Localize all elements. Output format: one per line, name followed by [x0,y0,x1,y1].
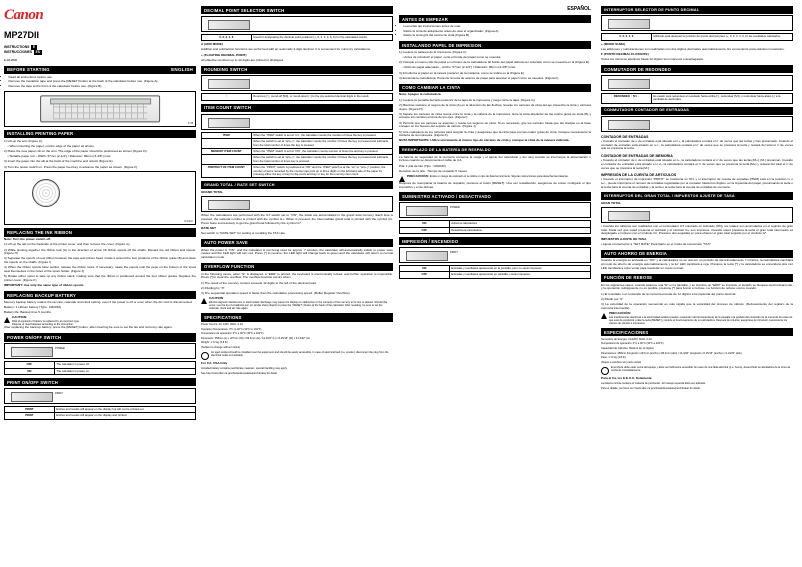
table-row [5,368,196,374]
spec-line: Suministro de Energía: CA120V, 60Hz, 0.2A [601,337,652,341]
impuestos-desc: • Ajuste el interruptor a "SET RATE" Para fijarlo en el modo de conversión "TAX" [601,241,711,246]
contador-subtitle: CONTADOR DE ENTRADAS [601,134,649,139]
paper-step: 3) Insert the paper into the slit at the back of the machine and unlock (Figure E). [4,159,114,164]
usa-line: Included battery contains perchlorate material - special handling may apply. [201,367,288,371]
section-title: IMPRESIÓN / ENCENDIDO [402,238,459,244]
grand-total-switch-illustration [201,196,393,212]
cinta-note: Nota: Apague la calculadora. [399,92,442,97]
spec-notice-text: El enchufe debe estar cerca del equipo y debe ser fácilmente accesible. En caso de una falla eléctrica (p.e. humo), desenchufe la calculadora de la toma de corriente inmediatamente. [611,365,791,372]
power-switch-illustration [4,343,196,359]
selector-decimal-table [601,33,793,40]
caution-title: PRECAUCIÓN: [407,173,429,178]
warning-triangle-icon [601,313,607,319]
spec-line: Weight: 1.72 kg (3.8 lb) [201,341,228,345]
switch-key [202,139,252,149]
section-contador-entradas [601,107,793,115]
section-replacing-ribbon [4,228,196,236]
overflow-caution [201,297,393,310]
contador-text: • Cuando el interruptor de impresión "PRINT" se posiciona en ON, y el interruptor de cuenta de entradas [ITEM] está en la posición l+ o l+/–, puede imprimirse el número de entradas registradas por el contador hasta tres dígitos, en la izquierda del papel, presionando la tecla o la tecla para la cuenta de entradas y la tecla o la tecla para la cuenta de entradas de memoria. [601,177,793,189]
section-title: REPLACING BACKUP BATTERY [7,292,76,298]
espanol-tag: ESPAÑOL [567,6,591,12]
switch-key: REDONDEO ↑ 5/4 ↓ [602,93,652,103]
spec-line: (Subject to change without notice) [201,345,241,349]
table-row [400,227,591,233]
rounding-switch-illustration [201,75,393,91]
contador-text: • Cuando el contador de o de entradas está situado en l+, la calculadora contará el n' de veces que las teclas y han presionado. Cuando el contador de entradas está situado en l+/–, la calculadora contará el n' de veces que se presiona la tecla y restará del total el n' de veces que se presiona la tecla . [601,138,793,151]
decimal-mode-desc: Todos los números efectivos hasta 12 dígitos son impresos o desplegados. [601,57,704,62]
table-row [202,165,393,178]
section-title: INSTALANDO PAPEL DE IMPRESION [402,42,482,48]
overflow-item: 3) The sequential operation speed is faster than the calculation processing speed. (Buffer Register Overflow) [201,290,350,295]
section-title: PRINT ON/OFF SWITCH [7,379,59,385]
section-reemplazo-bateria [399,146,591,154]
table-row [202,139,393,149]
figure-caption: C D E F [184,220,193,224]
overflow-text: In the following cases, when "E" is displayed, a "ERR" is printed, the keyboard is electronically locked, and further operation is impossible. Press [*] to clear the overflow. The overflow function occurs when: [201,271,393,280]
switch-key: ON [400,221,450,227]
section-title: ESPECIFICACIONES [604,329,649,335]
usa-title-es: Para el Ca, los E.E.U.U. Solamente [601,375,652,380]
papel-step: 2) Coloque el nuevo rollo de papel en el brazo de la calculadora. El borde del papel deberá ser colocado como se muestra en la (Figura D). [399,60,590,65]
table-row [202,155,393,165]
warning-triangle-icon [201,298,207,304]
switch-desc: Round-up [↑], round-off [5/4], or round-down [↓] to the pre-selected decimal digits in the result. [251,94,392,100]
spec-line: Capacidad de Cálculos: Máximo de 12 dígitos [601,347,654,351]
table-row [602,34,793,40]
item-count-switch-illustration [201,114,393,130]
switch-desc: When the "ITEM" switch is set at "on", the calculator counts the number of times the key is pressed. [251,132,392,138]
switch-desc: The calculator is power on. [54,368,195,374]
section-decimal-switch [201,6,393,14]
section-title: SPECIFICATIONS [204,314,242,320]
cinta-step: 1) Levante la pestaña del lado posterior de la tapa de la impresora y luego retire la tapa. (Figura G) [399,97,535,102]
funcion-text: En los siguientes casos, cuando aparece una "E" en la pantalla, y se imprime un "ERR" se impresa, el teclado se bloquea electrónicamente, y la operación subsiguiente no es posible, presione [*] para borrar el rebose. La función de rebose ocurre cuando: [601,282,794,291]
section-title: INSTALLING PRINTING PAPER [7,131,74,137]
section-title: OVERFLOW FUNCTION [204,264,255,270]
table-row [5,413,196,419]
ribbon-step: 2) While pivoting together the ribbon lock (A) in the direction of arrow, lift ribbon spools off the shafts. Discard the old ribbon and spools. (Figure H) [4,247,196,256]
battery-text: Battery: 1 Lithium battery (Type: CR2032) [4,305,62,310]
spec-line: Dimensiones: 358mm (longitud) x 227mm (ancho) x 86.4mm (alto) / 14-3/32" (longitud) x 8-15/16" (ancho) x 3-13/32" (alto) [601,351,742,355]
list-item: • Retire la cinta de aislamiento antes de usar el organizador. (Figura A) [404,30,592,34]
papel-step: • Rollo de papel adecuado – Ancho: 57mm (2-1/4") / Diámetro: 86mm (3-3/8") máx. [402,65,517,70]
caution-title: PRECAUCIÓN: [609,310,631,315]
overflow-item: 1) The result of the memory content exceeds 12 digits to the left of the decimal point. [201,280,317,285]
switch-key: PRINTOUT OF ITEM COUNT [202,165,252,178]
info-icon [201,352,209,360]
funcion-item: 1) El resultado o el contenido de la memoria excede de 12 dígitos a la izquierda del punto decimal. [601,291,737,296]
rate-set-key: RATE SET [201,225,217,230]
paper-step: • When inserting the paper, cut the edge of the paper as shown. [7,143,95,148]
papel-step: 3) Introduzca el papel en la ranura posterior de la máquina, como se indica en la (Figura E). [399,70,525,75]
ribbon-note: Note: Turn the power switch off. [4,237,52,242]
spec-line: Power Source: AC 120V, 60Hz, 0.2A [201,323,244,327]
model-name: MP27DII [4,30,40,41]
section-title: CONMUTADOR CONTADOR DE ENTRADAS [604,108,689,113]
section-title: FUNCIÓN DE REBOSE [604,275,653,281]
section-selector-decimal [601,6,793,14]
switch-desc: When the switch is set at "on(+-)", the calculator counts the number of times the key is pressed and subtracts from the total number of times the key is pressed. [251,139,392,149]
ribbon-step: 5) Rotate either spool to take up any ribbon slack, making sure that the ribbon is positioned around the four ribbon guides. Replace the printer cover. (Figure K) [4,274,196,283]
usa-line: Para el detalle, por favor ver //www.dtsc.ca.gov/hazardouswaste/perchlorate/ for detail. [601,386,701,390]
funcion-item: 2) Dividir por "0" [601,296,624,301]
section-grand-total [201,181,393,189]
section-title: ITEM COUNT SWITCH [204,105,252,111]
switch-key: ↑ [202,94,252,100]
decimal-mode-desc: All effective numbers up to 12 digits are printed or displayed. [201,57,284,62]
ribbon-step: 1) Lift up the tab on the backside of the printer cover, and then remove the cover. (Figure G) [4,242,130,247]
papel-step: 4) Encienda la calculadora. Presione la tecla de avance de papel para avanzar el papel como se muestra. (Figura F) [399,75,559,80]
caution-line: Risk of explosion if battery is replaced by an incorrect type. [12,320,80,324]
decimal-switch-illustration [201,16,393,32]
paper-step: 4) Turn the power switch on. Press the paper feed key to advance the paper as shown. (Figure F) [4,164,138,169]
section-suministro [399,192,591,200]
battery-after-text: After replacing the back-up battery, press the [RESET] button, after inserting be sure to set the tax and currency rate again. [4,325,173,330]
spec-notice [201,351,393,360]
column-2 [201,0,393,376]
papel-step: • Antes de introducir el papel, corte el borde del papel como se muestra. [402,55,502,60]
print-switch-illustration [4,388,196,404]
section-interruptor-gran-total [601,192,793,200]
table-row [202,94,393,100]
ahorro-text: Cuando la energía es activada en "ON" y la calculadora no se usa por un periodo de aproximadamente 7 minutos, la calculadora cambiará al modo de ahorro de energía automáticamente y la luz LED cambiará a roja. Presione la tecla [*] y la calculadora se encenderá otra vez LED cambiará a color verde para reanudar en modo normal. [601,258,793,270]
section-title: AUTO POWER SAVE [204,240,249,246]
switch-key: OFF [400,227,450,233]
section-antes-de-empezar [399,15,591,23]
ribbon-step: 3) Separate the spools of new ribbon between the tape and printer head. Guide it around the four positions of the ribbon guide (B) and place the spools on the shafts. (Figure I) [4,256,196,265]
bateria-line: Pila: 1 pila de litio (Tipo : CR2032) [399,163,446,168]
section-title: REEMPLAZO DE LA BATERÍA DE RESPALDO [402,147,491,152]
brand-block [4,6,196,24]
caution-line: Dispose of used batteries according to the instruction. [12,323,74,327]
section-title: DECIMAL POINT SELECTOR SWITCH [204,7,285,13]
spec-line: Temperatura de operación: 0°C a 40°C (32°F a 104°F) [601,342,664,346]
cinta-step: 2) Mientras sostiene el seguro de la cinta (A) en la dirección de las flechas, levante los carretes de cinta del eje. Deseche la cinta y carretes viejos. (Figura H) [399,102,591,111]
switch-key: ON [5,368,55,374]
papel-step: 1) Levante la palanca de la impresora. (Figura C) [399,49,467,54]
decimal-switch-table [201,34,393,41]
battery-text: Battery life: Backup time 5 months [4,310,51,315]
bateria-text: La batería de seguridad de la memoria conserva la carga y el ajuste del calendario y del reloj cuando se interrumpe la alimentación o incluso cuando se desconecta el cable de CA. [399,154,591,163]
spec-line: Peso: 1.72 kg (3.8 lb) [601,356,626,360]
decimal-mode-title: + (FLOATING DECIMAL POINT) [201,52,247,57]
gran-total-switch-illustration [601,207,793,223]
figure-ab [4,91,196,127]
paper-step: 2) Place the new paper roll on the arm. The edge of the paper should be positioned as shown (Figure D). [4,149,148,154]
paper-roll-illustration [32,179,60,207]
spec-line: Temperature de operación: 0°C a 40°C (32°F a 104°F) [201,332,264,336]
instructions-block [4,45,196,55]
table-row [400,272,591,278]
bateria-line: Duración de la pila : Tiempo de respaldo 5 meses [399,168,467,173]
english-tag: ENGLISH [171,67,193,73]
contador-subtitle: IMPRESIÓN DE LA CUENTA DE ARTICULOS [601,172,677,177]
switch-desc: When the "ITEM" switch is set at "ON", the calculator counts number of times the and key is pressed. [251,148,392,154]
switch-key: PRINT [5,413,55,419]
battery-text: Memory backup battery retains the tax rate, calendar and clock setting, even if the power is off or even when the AC cord is disconnected. [4,299,193,304]
gran-total-key: GRAN TOTAL [601,200,621,205]
section-conmutador-redondeo [601,65,793,73]
grand-total-desc: When the calculations are performed with the GT switch set to "ON", the totals are accumulated in the grand total memory. Each time is pressed, the subtotal number is printed with the symbol G+. When is pressed, the intermediate grand total is printed with the symbol G◊. Press twice successively to get the grand total followed by the symbol G*. [201,212,393,225]
switch-desc: Utilizado para designar la posición del punto decimal para (+, 0, 2, 3, 4, 6, F) las resultados calculados. [651,34,792,40]
section-installing-paper [4,130,196,138]
switch-desc: When the switch is set at "on(+-)", the calculator counts the number of times the key is pressed and subtracts from the total number of times key is pressed. [251,155,392,165]
switch-key: OFF [5,362,55,368]
section-before-starting [4,66,196,74]
switch-key: OFF [400,272,450,278]
decimal-mode-desc: Las adiciones y substracciones son realizadas con dos dígitos decimales automáticamente. Es conveniente para cálculos monetarios. [601,46,785,51]
suministro-switch-illustration [399,202,591,218]
spec-line: (Sujeto a cambios sin previo aviso) [601,360,642,364]
gran-total-desc: • Cuando los cálculos son realizados con el conmutador GT colocado en Activado (ON), los totales son acumulados en el registro de gran total. Cada vez que usted presiona el subtotal y el símbolo G+ son impresos. Cuando usted presiona la tecla el gran total intermedio es desplegado e impreso con el símbolo G◊. Presione dos seguidas en para obtener el gran total seguido por el símbolo G*. [601,223,793,236]
usa-line: See http://www.dtsc.ca.gov/hazardouswaste/perchlorate/ for detail. [201,371,278,375]
section-title: ANTES DE EMPEZAR [402,16,449,22]
switch-desc: Entries and results will appear on the display but will not be printed out. [54,406,195,412]
impresion-label: PRINT [450,251,458,254]
switch-desc: Entradas y resultados aparecerán en pantalla y serán impresos. [449,272,590,278]
section-funcion-rebose [601,274,793,282]
section-title: CONMUTADOR DE REDONDEO [604,66,672,72]
caution-line: Las interferencias eléctricas o la electricidad estática pueden ocasionar mal funcionamiento de la pantalla o la perdida del contenido de la memoria. En caso de que esto de producirá, pulse la tecla [RESET] y reinicie el funcionamiento de su calculadora. Después de reiniciar, asegúrese de introducir nuevamente los valores de cambio e impuestos. [609,315,793,325]
spec-line: Dimension: 358mm (L) x 227mm (W) x 86.4mm (H) / 14-3/32" (L) x 8-15/16" (W) x 3-13/32" (H) [201,336,310,340]
paper-step: 1) Lift up the arm (Figure C). [4,138,44,143]
switch-key: MEMORY ITEM COUNT [202,148,252,154]
list-item: • Remove the insulation tape and press the [RESET] button at the back of the calculator before use. (Figure A) [9,80,197,84]
switch-key: ITEM [202,132,252,138]
section-specifications [201,313,393,321]
section-replacing-battery [4,291,196,299]
section-auto-ahorro [601,250,793,258]
funcion-caution [601,312,793,325]
warning-triangle-icon [4,317,10,323]
bateria-after: Después de reemplazar la batería de respaldo, presione el botón [RESET]. Una vez restablecido, asegúrese de volver configurar el tipo impositivo y el de divisas. [399,180,591,189]
flag-es: ES [35,50,40,55]
section-title: REPLACING THE INK RIBBON [7,229,73,235]
list-item: • Read all instructions before use. [9,76,197,80]
document-id: E-IM-2830 [4,58,18,63]
cinta-step: 4) Permita que los carretes se asienten y suelte los seguros de cinta. Si es necesario, gire los carretes hasta que las clavijas en la base encajen en los huecos del soporte de carrete. (Figura J) [399,120,591,129]
spec-notice-text: An eject socket should be installed near the equipment and should be easily accessible. In case of electrical fault (i.e. smoke), disconnect the plug from the electrical outlet immediately. [211,351,389,358]
figure-cdef [4,171,196,225]
rate-set-desc: Set switch to "RATE SET" for setting or recalling the TAX rate. [201,230,286,235]
selector-decimal-illustration [601,15,793,31]
decimal-mode-desc: Addition and subtraction functions are performed with an automatic 2-digit decimal. It is convenient for currency calculations. [201,47,371,52]
impresion-switch-illustration [399,247,591,263]
section-overflow [201,263,393,271]
print-switch-label: PRINT [55,391,63,395]
decimal-mode-title: F (PUNTO DECIMAL FLOTANTE) [601,52,649,57]
info-icon [601,367,609,375]
calculator-illustration [40,95,160,122]
section-title: INTERRUPTOR DEL GRAN TOTAL / IMPUESTOS AJUSTE DE TASA [604,193,735,198]
caution-line: Existe un riesgo de explosión si se utiliza un tipo de batería incorrecto. Siga las instrucciones para desechar las baterías. [429,174,569,178]
decimal-mode-title: A (ADD MODE) [201,42,223,47]
figure-caption: A / B [187,121,193,125]
section-power-switch [4,333,196,341]
overflow-item: 2) Dividing by "0". [201,285,226,290]
item-count-table [201,132,393,179]
section-title: GRAND TOTAL / RATE SET SWITCH [204,183,275,188]
redondeo-switch-illustration [601,75,793,91]
usa-title: For CA, USA Only [201,361,228,366]
spec-notice-es [601,366,793,375]
canon-logo: Canon [4,7,44,23]
section-como-cambiar-cinta [399,84,591,92]
switch-desc: Activa la calculadora [449,221,590,227]
flag-en: E [33,45,36,50]
list-item: • Retire la cinta gris del centro de cinta (Figura B) [404,34,592,38]
contador-switch-illustration [601,116,793,132]
section-title: ROUNDING SWITCH [204,67,248,73]
switch-desc: Es usado para redondear el resultado hacia arriba [↑], redondear [5/4], ó redondear hacia abajo [↓] a la cantidad de decimales. [651,93,792,103]
cinta-step: 5) Gire cualquiera de los carretes para templar la cinta y asegúrese que la cinta pase por las cuatro guías de cinta. Coloque nuevamente la cubierta de la impresora. (Figura K) [399,129,591,138]
switch-key: 0, 2, 3, 4, 6 [202,34,252,40]
column-3 [399,0,591,281]
power-switch-table [4,361,196,375]
power-switch-label: POWER [55,347,65,351]
suministro-label: POWER [450,206,460,210]
switch-desc: The calculator is power off. [54,362,195,368]
section-title: AUTO AHORRO DE ENERGIA [604,251,668,257]
print-switch-table [4,406,196,420]
column-1 [4,0,196,422]
caution-title: CAUTION [209,296,224,301]
section-title: INTERRUPTOR SELECTOR DE PUNTO DECIMAL [604,7,700,12]
impresion-table [399,265,591,279]
list-item: • Lea todas las instrucciones antes de usar. [404,25,592,29]
switch-key: 0, 2, 3, 4, 6 [602,34,652,40]
switch-desc: Desactiva la calculadora. [449,227,590,233]
impuestos-key: IMPUESTOS AJUSTE DE TASA [601,236,647,241]
switch-desc: Used for designating the decimal point positions (+, 0, 2, 3, 4, 6, F) for the calculated results. [251,34,392,40]
section-auto-power-save [201,239,393,247]
switch-key: ON [400,266,450,272]
suministro-table [399,220,591,234]
caution-line: Electromagnetic interference or electrostatic discharge may cause the display to malfunction or the contents of the memory to be lost or altered. Should this occur, use the tip of a ballpoint pen (or similar sharp object) to press the [ RESET ] button at the back of the calculator. After resetting, be sure to set the calendar, clock and tax rate again. [209,300,388,311]
antes-list [399,25,591,38]
spec-line: Operation Temperature: 0°C to 40°C (32°F to 104°F) [201,327,262,331]
ribbon-step: 4) When the ribbon spools have settled, release the ribbon locks. If necessary, rotate the spools until the pegs on the bottom of the spool seat themselves in the holes of the spool holder. (Figure J) [4,265,196,274]
section-title: SUMINISTRO ACTIVADO / DESACTIVADO [402,193,492,199]
section-title: POWER ON/OFF SWITCH [7,334,62,340]
funcion-item: 3) La velocidad de la operación secuencial es más rápida que la velocidad del proceso de cálculo. (Rebosamiento del registro de la memoria intermedia) [601,301,793,310]
usa-line: La batería incluía contiene el material de perclorato - El manejo especial debe ser aplicado. [601,381,706,385]
before-starting-list [4,76,196,89]
section-instalando-papel [399,41,591,49]
section-impresion [399,237,591,245]
section-title: COMO CAMBIAR LA CINTA [402,85,461,91]
instructions-en-label: INSTRUCTIONS [4,45,30,50]
redondeo-table [601,93,793,104]
section-print-switch [4,378,196,386]
switch-key: PRINT [5,406,55,412]
table-row [202,34,393,40]
decimal-mode-title: + (MODO SUMA) [601,41,626,46]
instructions-es-label: INSTRUCCIONES [4,50,33,55]
rounding-switch-table [201,93,393,100]
switch-key [202,155,252,165]
section-especificaciones [601,328,793,336]
switch-desc: When the "PRINT" switch is positioned at "ON" and the "ITEM" switch is at the "on" or "on(+-)" position, the number of items recorded by the counter can print up to three digits on the left-hand side of the paper by pressing either the key or key for the count and key or key for the memory item count. [251,165,392,178]
contador-text: • Cuando el contador de n de entradas está situado en l+, la calculadora contará el n' de veces que las teclas [M+], [M-] presionan. Cuando el contador de entradas está situado en l+/– la calculadora contará el n' de veces que se presiona la tecla [M+] y restará del total el n' de veces que se presiona la tecla [M-]. [601,158,793,170]
ribbon-important: IMPORTANT: Use only the same type of ribbon spools. [4,283,85,288]
column-4 [601,0,793,391]
section-rounding-switch [201,66,393,74]
auto-power-save-text: When the power is "ON", and the calculator is not being used for approx. 7 minutes, the calculator will automatically switch to power save modes and the LED light will turn red. Press [*] to resume; the LED light will change back to green and the calculator will return to normal calculation mode. [201,247,393,260]
paper-step: • Suitable paper roll – Width: 57mm (2-1/4") / Diameter: 86mm (3-3/8") max. [7,154,112,159]
section-title: BEFORE STARTING [7,67,50,73]
grand-total-key: GRAND TOTAL [201,189,224,194]
cinta-important: NOTA IMPORTANTE: Utilice unicamente el mismo tipo de carretes de cinta y coloque la cinta de la manera indicada. [399,138,570,143]
list-item: • Remove the tape at the front of the calculator before use. (Figure B) [9,85,197,89]
caution-title: CAUTION: [12,315,28,320]
table-row [602,93,793,103]
section-item-count [201,104,393,112]
contador-subtitle: CONTADOR DE ENTRADAS DE MEMORIA [601,153,673,158]
cinta-step: 3) Separe los carretes de cinta nueva entre la cinta y la cabeza de la impresora. Guíe la cinta alrededor de las cuatro guías de cinta (B) y coloque los carretes encima de los ejes. (Figura I) [399,111,591,120]
switch-desc: Entradas y resultados aparecerán en la pantalla, pero no serán impresos. [449,266,590,272]
switch-desc: Entries and results will appear on the display and printed. [54,413,195,419]
